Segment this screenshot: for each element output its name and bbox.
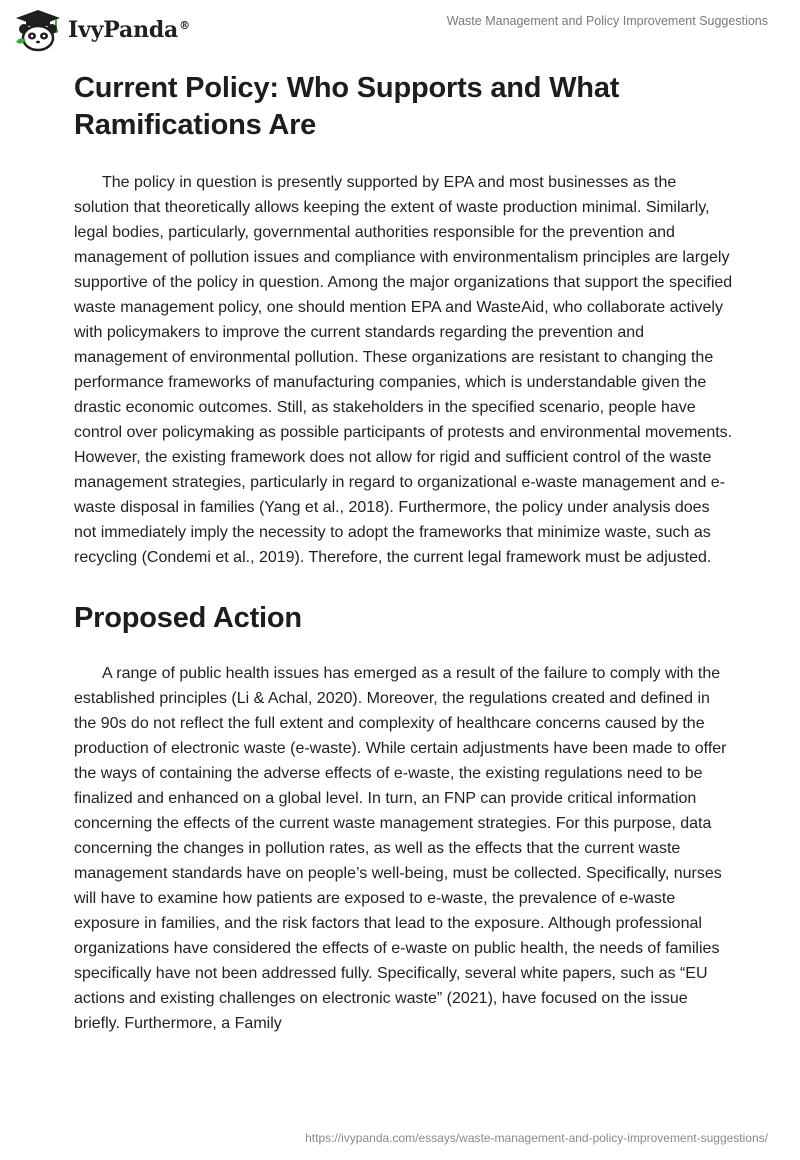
document-title: Waste Management and Policy Improvement Suggestions [446,14,768,28]
essay-content [74,70,734,1036]
section-heading-proposed-action: Proposed Action [74,602,302,634]
paragraph-current-policy: The policy in question is presently supported by EPA and most businesses as the solution that theoretically allows keeping the extent of waste production minimal. Similarly, legal bodies, particularly, governmental authorities responsible for the prevention and management of pollution issues and compliance with environmentalism principles are largely supportive of the policy in question. Among the major organizations that support the specified waste management policy, one should mention EPA and WasteAid, who collaborate actively with policymakers to improve the current standards regarding the prevention and management of environmental pollution. These organizations are resistant to changing the performance frameworks of manufacturing companies, which is understandable given the drastic economic outcomes. Still, as stakeholders in the specified scenario, people have control over policymaking as possible participants of protests and environmental movements. However, the existing framework does not allow for rigid and sufficient control of the waste management strategies, particularly in regard to organizational e-waste management and e-waste disposal in families (Yang et al., 2018). Furthermore, the policy under analysis does not immediately imply the necessity to adopt the frameworks that minimize waste, such as recycling (Condemi et al., 2019). Therefore, the current legal framework must be adjusted. [74,174,733,566]
ivypanda-logo[interactable] [14,8,190,52]
section-heading-current-policy: Current Policy: Who Supports and What Ramifications Are [74,72,620,141]
source-url[interactable]: https://ivypanda.com/essays/waste-management-and-policy-improvement-suggestions/ [305,1131,768,1145]
paragraph-proposed-action: A range of public health issues has emerged as a result of the failure to comply with the established principles (Li & Achal, 2020). Moreover, the regulations created and defined in the 90s do not reflect the full extent and complexity of healthcare concerns caused by the production of electronic waste (e-waste). While certain adjustments have been made to offer the ways of containing the adverse effects of e-waste, the existing regulations need to be finalized and enhanced on a global level. In turn, an FNP can provide critical information concerning the effects of the current waste management strategies. For this purpose, data concerning the changes in pollution rates, as well as the effects that the current waste management standards have on people’s well-being, must be collected. Specifically, nurses will have to examine how patients are exposed to e-waste, the prevalence of e-waste exposure in families, and the risk factors that lead to the exposure. Although professional organizations have considered the effects of e-waste on public health, the needs of families specifically have not been addressed fully. Specifically, several white papers, such as “EU actions and existing challenges on electronic waste” (2021), have focused on the issue briefly. Furthermore, a Family [74,665,727,1032]
page-header [0,0,800,62]
brand-name: IvyPanda® [68,17,190,43]
panda-graduate-icon [14,8,62,52]
